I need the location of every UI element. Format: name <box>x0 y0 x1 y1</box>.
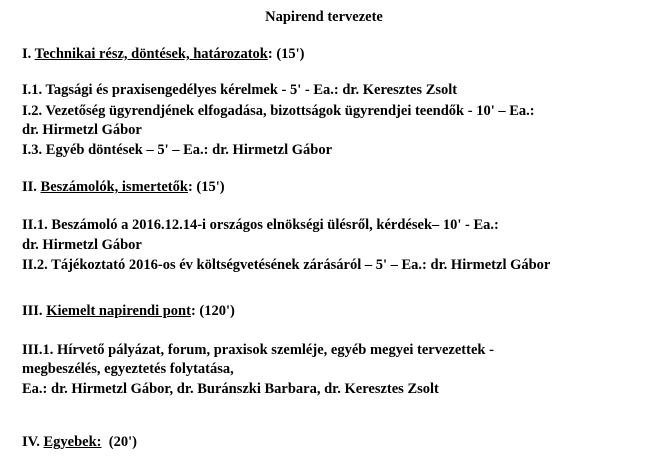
item-2-2: II.2. Tájékoztató 2016-os év költségvetésének zárásáról – 5' – Ea.: dr. Hirmetzl Gábor <box>22 257 551 273</box>
section-3-duration: : (120') <box>190 303 235 319</box>
section-1-title: Technikai rész, döntések, határozatok <box>34 46 268 62</box>
section-2-prefix: II. <box>22 179 41 195</box>
item-2-1: II.1. Beszámoló a 2016.12.14-i országos elnökségi ülésről, kérdések– 10' - Ea.: <box>22 217 499 233</box>
item-3-1: III.1. Hírvető pályázat, forum, praxisok szemléje, egyéb megyei tervezettek - <box>22 342 494 358</box>
section-3-title: Kiemelt napirendi pont <box>46 303 191 319</box>
item-3-1-continued: megbeszélés, egyeztetés folytatása, <box>22 361 234 377</box>
item-1-1: I.1. Tagsági és praxisengedélyes kérelmek - 5' - Ea.: dr. Keresztes Zsolt <box>22 82 458 98</box>
item-1-3: I.3. Egyéb döntések – 5' – Ea.: dr. Hirmetzl Gábor <box>22 142 333 158</box>
section-1-duration: : (15') <box>267 46 305 62</box>
item-1-2-continued: dr. Hirmetzl Gábor <box>22 122 142 138</box>
section-4-heading <box>22 433 137 451</box>
section-1-prefix: I. <box>22 46 35 62</box>
item-3-1-presenters: Ea.: dr. Hirmetzl Gábor, dr. Buránszki Barbara, dr. Keresztes Zsolt <box>22 381 439 397</box>
section-2-title: Beszámolók, ismertetők <box>40 179 188 195</box>
section-2-duration: : (15') <box>187 179 225 195</box>
section-2-heading <box>22 178 225 196</box>
document-title: Napirend tervezete <box>265 9 383 25</box>
section-3-prefix: III. <box>22 303 47 319</box>
section-4-duration: (20') <box>101 434 137 450</box>
item-2-1-continued: dr. Hirmetzl Gábor <box>22 237 142 253</box>
item-1-2: I.2. Vezetőség ügyrendjének elfogadása, bizottságok ügyrendjei teendők - 10' – Ea.: <box>22 103 535 119</box>
section-1-heading <box>22 45 305 63</box>
section-4-prefix: IV. <box>22 434 44 450</box>
section-4-title: Egyebek: <box>43 434 102 450</box>
section-3-heading <box>22 302 235 320</box>
